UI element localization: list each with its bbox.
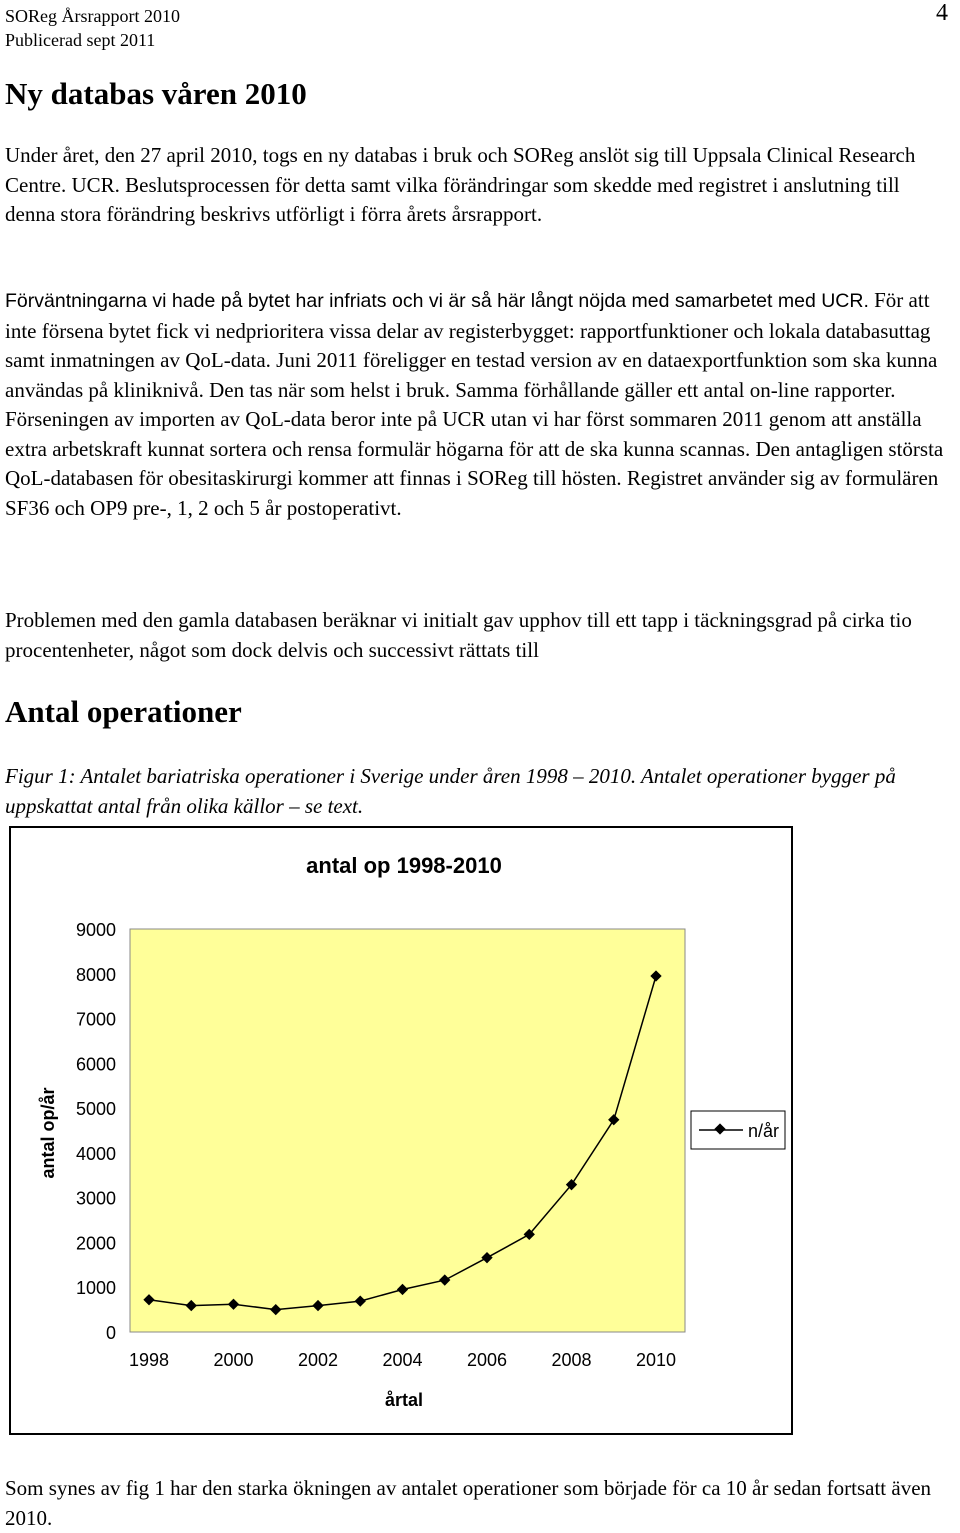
chart-frame — [9, 826, 793, 1435]
page-number: 4 — [936, 0, 948, 26]
x-tick-label: 2008 — [551, 1350, 592, 1370]
report-header — [5, 4, 180, 52]
y-tick-label: 7000 — [75, 1009, 116, 1030]
paragraph-database-intro: Under året, den 27 april 2010, togs en ny databas i bruk och SOReg anslöt sig till Uppsala Clinical Research Centre. UCR. Beslutsprocessen för detta samt vilka förändringar som skedde med registret i anslutning till denna stora förändring beskrivs utförligt i förra årets årsrapport. — [5, 143, 916, 226]
line-chart — [11, 828, 791, 1433]
chart-legend — [691, 1111, 785, 1149]
paragraph-expectations — [5, 286, 955, 523]
plot-area — [130, 929, 685, 1332]
y-tick-label: 0 — [105, 1323, 116, 1343]
y-axis-label: antal op/år — [38, 1087, 58, 1179]
paragraph-conclusion: Som synes av fig 1 har den starka ökningen av antalet operationer som började för ca 10 år sedan fortsatt även 2010. — [5, 1476, 932, 1530]
y-tick-label: 6000 — [75, 1054, 116, 1075]
paragraph-expectations-lead: Förväntningarna vi hade på bytet har infriats och vi är så här långt nöjda med samarbetet med UCR. — [5, 290, 869, 312]
legend-label: n/år — [748, 1121, 780, 1141]
paragraph-expectations-body: För att inte försena bytet fick vi nedprioritera vissa delar av registerbygget: rapportfunktioner och lokala databasuttag samt inmatningen av QoL-data. Juni 2011 föreligger en testad version av en dataexportfunktion som ska kunna användas på kliniknivå. Den tas när som helst i bruk. Samma förhållande gäller ett antal on-line rapporter. Förseningen av importen av QoL-data beror inte på UCR utan vi har först sommaren 2011 genom att anställa extra arbetskraft kunnat sortera och rensa formulär högarna för att de ska kunna scannas. Den antagligen största QoL-databasen för obesitaskirurgi kommer att finnas i SOReg till hösten. Registret använder sig av formulären SF36 och OP9 pre-, 1, 2 och 5 år postoperativt. — [5, 288, 944, 520]
publication-date: Publicerad sept 2011 — [5, 30, 156, 50]
x-tick-label: 2004 — [382, 1350, 423, 1370]
chart-title: antal op 1998-2010 — [306, 853, 502, 878]
x-tick-label: 1998 — [128, 1350, 170, 1370]
y-tick-label: 8000 — [75, 964, 116, 985]
x-axis — [129, 1350, 676, 1370]
section-title-database: Ny databas våren 2010 — [5, 76, 307, 111]
y-tick-label: 4000 — [75, 1143, 116, 1164]
figure-caption: Figur 1: Antalet bariatriska operationer i Sverige under åren 1998 – 2010. Antalet operationer bygger på uppskattat antal från olika källor – se text. — [5, 764, 896, 818]
x-axis-label: årtal — [384, 1390, 424, 1410]
section-title-operations: Antal operationer — [5, 694, 242, 729]
y-tick-label: 3000 — [75, 1188, 116, 1209]
paragraph-old-database-problems: Problemen med den gamla databasen beräknar vi initialt gav upphov till ett tapp i täckningsgrad på cirka tio procentenheter, något som dock delvis och successivt rättats till — [5, 608, 912, 662]
x-tick-label: 2000 — [213, 1350, 254, 1370]
y-tick-label: 2000 — [75, 1233, 116, 1254]
y-tick-label: 5000 — [75, 1099, 116, 1120]
y-axis — [76, 920, 116, 1343]
y-tick-label: 1000 — [75, 1278, 116, 1299]
report-title: SOReg Årsrapport 2010 — [5, 6, 180, 26]
y-tick-label: 9000 — [75, 920, 116, 940]
x-tick-label: 2010 — [635, 1350, 677, 1370]
x-tick-label: 2006 — [466, 1350, 508, 1370]
x-tick-label: 2002 — [297, 1350, 339, 1370]
